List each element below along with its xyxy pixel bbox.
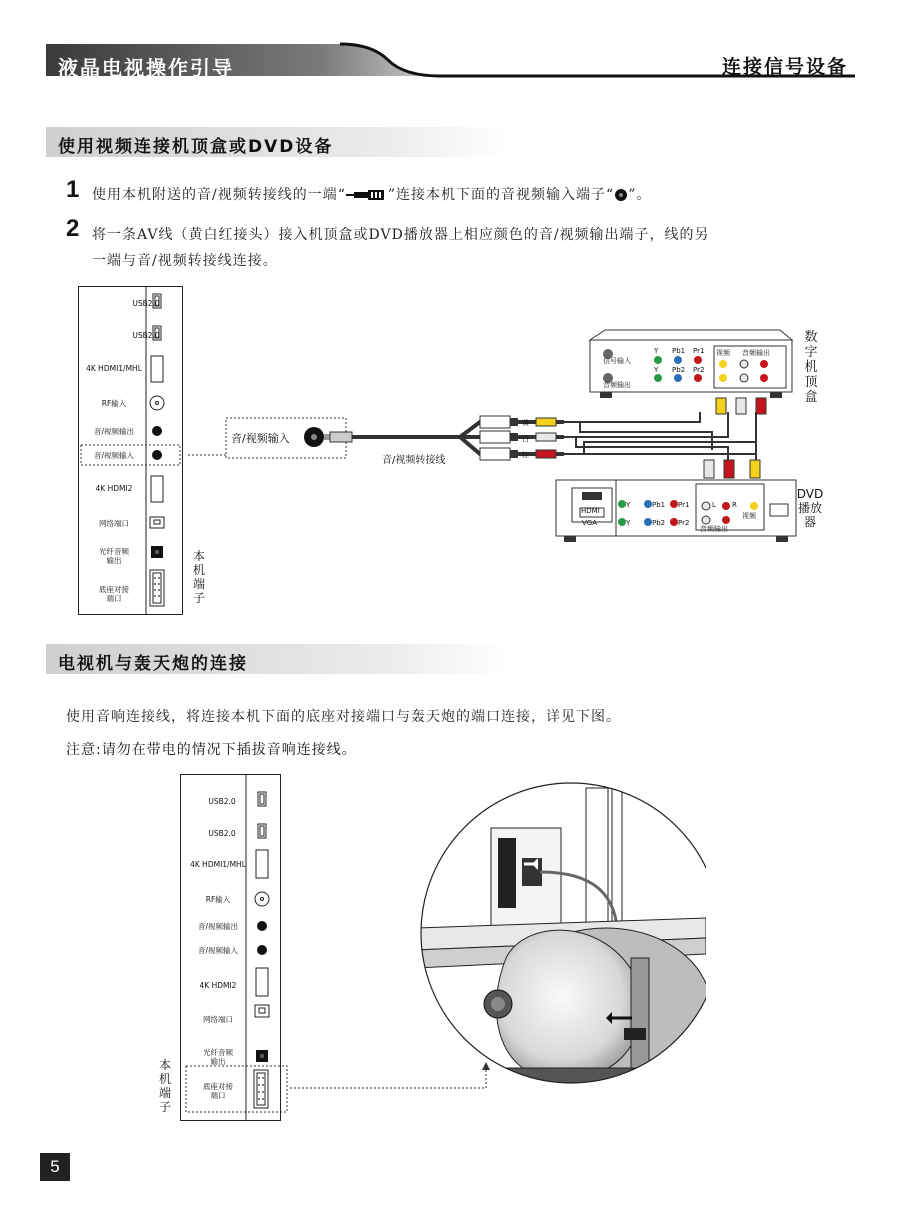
step1-text-b: ”连接本机下面的音视频输入端子“ (387, 187, 615, 203)
panel1-dock: 底座对接 端口 (99, 585, 129, 603)
wire-red-label: 红 (522, 451, 529, 459)
dvd-hdmi: HDMI (581, 507, 600, 515)
panel2-dock: 底座对接 端口 (203, 1082, 233, 1100)
dvd-vga: VGA (582, 519, 598, 527)
panel1-hdmi1: 4K HDMI1/MHL (86, 364, 142, 373)
step2-line2: 一端与音/视频转接线连接。 (92, 253, 278, 269)
step1-number: 1 (66, 176, 80, 203)
dvd-comp-y: Y (626, 501, 631, 509)
wire-yellow-label: 黄 (522, 419, 529, 427)
panel1-hdmi2: 4K HDMI2 (95, 484, 133, 493)
stb-comp-pr2: Pr2 (693, 366, 705, 374)
stb-comp-pb2: Pb2 (672, 366, 686, 374)
stb-comp-pr: Pr1 (693, 347, 705, 355)
dvd-audio-out: 音频输出 (700, 525, 728, 533)
step1-text (92, 184, 651, 204)
stb-audio-output: 音频输出 (742, 349, 770, 357)
panel2-rf: RF输入 (205, 895, 231, 904)
section1-title: 使用视频连接机顶盒或DVD设备 (58, 137, 334, 157)
dvd-comp-pr2: Pr2 (678, 519, 690, 527)
panel1-rf: RF输入 (101, 399, 127, 408)
section2-note: 注意:请勿在带电的情况下插拔音响连接线。 (66, 742, 357, 758)
dvd-comp-pb2: Pb2 (652, 519, 666, 527)
panel2-usb2: USB2.0 (208, 829, 236, 838)
stb-audio-out: 音频输出 (603, 381, 631, 389)
stb-signal-in: 信号输入 (603, 357, 631, 365)
step2-number: 2 (66, 215, 80, 242)
dvd-comp-y2: Y (626, 519, 631, 527)
page-number: 5 (40, 1153, 70, 1181)
dvd-comp-pb: Pb1 (652, 501, 666, 509)
step1-text-c: ”。 (628, 187, 652, 203)
panel2-av-out: 音/视频输出 (197, 922, 239, 931)
jack-plug-icon (346, 189, 388, 201)
adapter-label: 音/视频转接线 (382, 455, 446, 466)
step1-text-a: 使用本机附送的音/视频转接线的一端“ (92, 187, 346, 203)
panel2-lan: 网络端口 (203, 1015, 233, 1024)
panel2-usb1: USB2.0 (208, 797, 236, 806)
soundbar-diagram (286, 778, 706, 1118)
panel1-optical: 光纤音频 输出 (99, 547, 129, 565)
panel2-av-in: 音/视频输入 (197, 946, 239, 955)
panel2-hdmi2: 4K HDMI2 (199, 981, 237, 990)
panel1-av-in: 音/视频输入 (93, 451, 135, 460)
header-section: 连接信号设备 (722, 56, 849, 78)
section2-title: 电视机与轰天炮的连接 (58, 654, 248, 674)
panel1-usb1: USB2.0 (132, 299, 160, 308)
stb-comp-y2: Y (654, 366, 659, 374)
panel2-side-label: 本机端子 (158, 1058, 171, 1114)
stb-comp-pb: Pb1 (672, 347, 686, 355)
panel1-usb2: USB2.0 (132, 331, 160, 340)
section2-text: 使用音响连接线，将连接本机下面的底座对接端口与轰天炮的端口连接，详见下图。 (66, 709, 621, 725)
panel2-hdmi1: 4K HDMI1/MHL (190, 860, 246, 869)
panel2-optical: 光纤音频 输出 (203, 1048, 233, 1066)
av-input-label: 音/视频输入 (231, 432, 290, 445)
dvd-video: 视频 (742, 512, 756, 520)
header-title: 液晶电视操作引导 (58, 56, 234, 80)
stb-video: 视频 (716, 349, 730, 357)
dvd-l-label: L (712, 501, 716, 509)
panel1-side-label: 本机端子 (192, 549, 205, 605)
stb-label: 数字机顶盒 (804, 330, 818, 405)
stb-comp-y: Y (654, 347, 659, 355)
panel1-av-out: 音/视频输出 (93, 427, 135, 436)
panel1-lan: 网络端口 (99, 519, 129, 528)
dvd-label: DVD播放器 (796, 487, 824, 529)
dvd-comp-pr: Pr1 (678, 501, 690, 509)
wire-white-label: 白 (522, 435, 529, 443)
dvd-r-label: R (732, 501, 737, 509)
step2-line1: 将一条AV线（黄白红接头）接入机顶盒或DVD播放器上相应颜色的音/视频输出端子，线的另 (92, 227, 710, 243)
av-port-icon (614, 188, 628, 202)
